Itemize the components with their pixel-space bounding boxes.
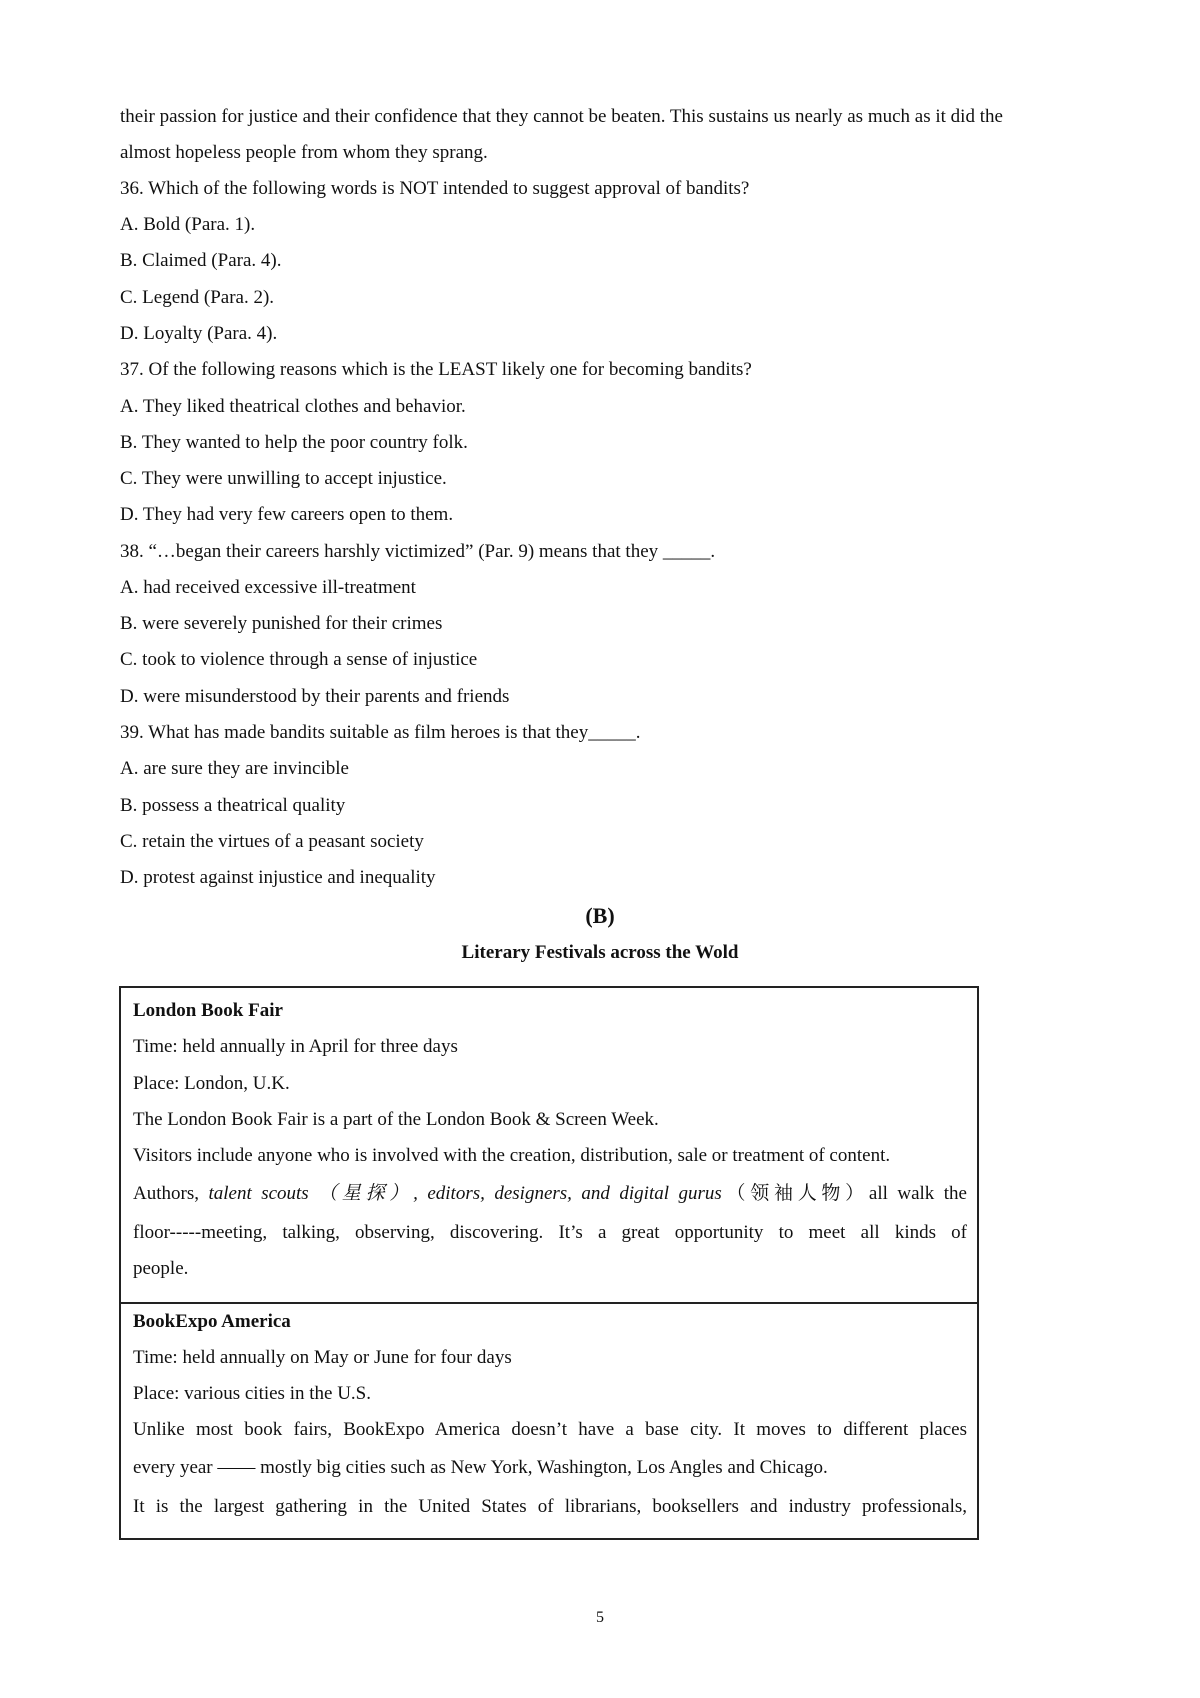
question-36-option-a: A. Bold (Para. 1). [120,214,256,235]
question-37-option-c: C. They were unwilling to accept injustice. [120,468,447,489]
question-37-option-d: D. They had very few careers open to them. [120,504,454,525]
london-book-fair-name: London Book Fair [133,1000,283,1021]
section-label: (B) [585,903,615,928]
passage-line-2: almost hopeless people from whom they sprang. [120,142,488,163]
london-book-fair-desc-4: floor-----meeting, talking, observing, discovering. It’s a great opportunity to meet all kinds of [133,1222,967,1243]
question-36-option-d: D. Loyalty (Para. 4). [120,323,278,344]
question-39-stem: 39. What has made bandits suitable as film heroes is that they_____. [120,722,641,743]
question-39-option-c: C. retain the virtues of a peasant society [120,831,424,852]
question-38-option-c: C. took to violence through a sense of injustice [120,649,478,670]
question-38-option-b: B. were severely punished for their crimes [120,613,443,634]
london-desc-3-start: Authors, [133,1183,209,1204]
london-book-fair-place: Place: London, U.K. [133,1073,290,1094]
london-book-fair-desc-1: The London Book Fair is a part of the London Book & Screen Week. [133,1109,659,1130]
question-39-option-a: A. are sure they are invincible [120,758,349,779]
page-number: 5 [596,1609,604,1626]
question-37-stem: 37. Of the following reasons which is the LEAST likely one for becoming bandits? [120,359,752,380]
bookexpo-america-place: Place: various cities in the U.S. [133,1383,371,1404]
bookexpo-america-desc-1: Unlike most book fairs, BookExpo America doesn’t have a base city. It moves to different places [133,1419,967,1440]
question-39-option-b: B. possess a theatrical quality [120,795,346,816]
question-36-stem: 36. Which of the following words is NOT intended to suggest approval of bandits? [120,178,750,199]
london-book-fair-desc-5: people. [133,1258,189,1279]
bookexpo-america-desc-2: every year —— mostly big cities such as New York, Washington, Los Angles and Chicago. [133,1457,828,1478]
london-desc-3-italic: talent scouts （星探）, editors, designers, and digital gurus [208,1183,722,1204]
section-title: Literary Festivals across the Wold [461,942,739,963]
question-36-option-b: B. Claimed (Para. 4). [120,250,282,271]
question-36-option-c: C. Legend (Para. 2). [120,287,275,308]
passage-line-1: their passion for justice and their confidence that they cannot be beaten. This sustains us nearly as much as it did the [120,106,1003,127]
london-book-fair-desc-2: Visitors include anyone who is involved with the creation, distribution, sale or treatment of content. [133,1145,891,1166]
london-desc-3-end: （领袖人物）all walk the [721,1183,967,1204]
question-39-option-d: D. protest against injustice and inequality [120,867,436,888]
bookexpo-america-desc-3: It is the largest gathering in the United States of librarians, booksellers and industry professionals, [133,1496,967,1517]
bookexpo-america-time: Time: held annually on May or June for four days [133,1347,512,1368]
table-row-divider [121,1302,977,1304]
question-37-option-b: B. They wanted to help the poor country folk. [120,432,468,453]
question-38-option-d: D. were misunderstood by their parents and friends [120,686,510,707]
question-37-option-a: A. They liked theatrical clothes and behavior. [120,396,466,417]
london-book-fair-time: Time: held annually in April for three days [133,1036,458,1057]
question-38-stem: 38. “…began their careers harshly victimized” (Par. 9) means that they _____. [120,541,716,562]
bookexpo-america-name: BookExpo America [133,1311,291,1332]
question-38-option-a: A. had received excessive ill-treatment [120,577,416,598]
festival-table [119,986,979,1540]
london-book-fair-desc-3 [133,1182,967,1206]
